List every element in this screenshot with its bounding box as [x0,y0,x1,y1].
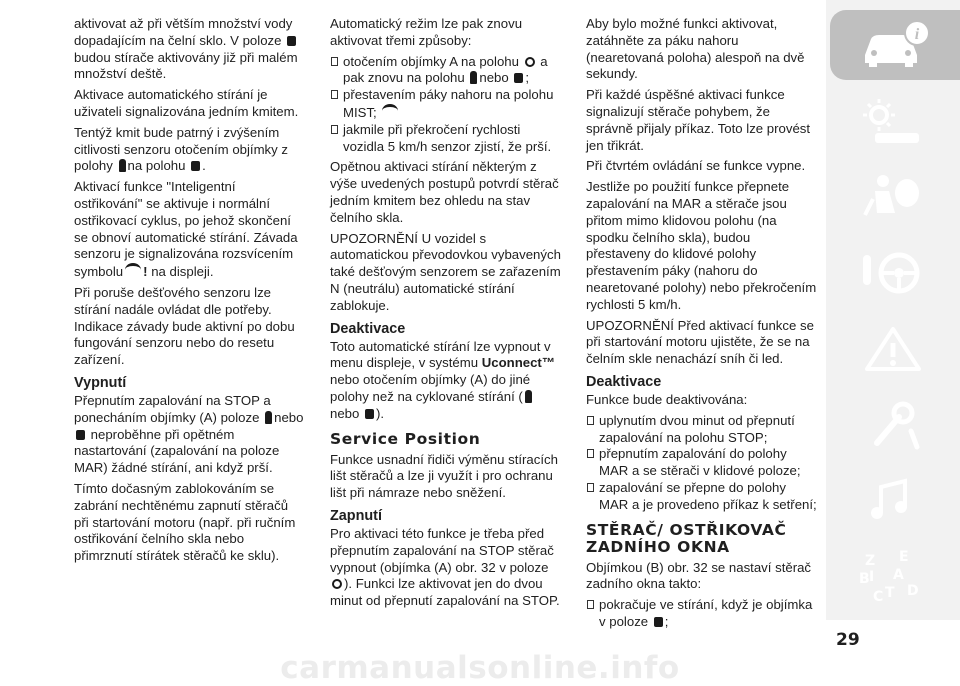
bullet-item: jakmile při překročení rychlosti vozidla 5 km/h senzor zjistí, že prší. [330,122,562,156]
paragraph: Tímto dočasným zablokováním se zabrání nechtěnému zapnutí stěračů při startování motoru (např. při ručním ostřikování čelního skla nebo přimrznutí stírátek stěračů ke sklu). [74,480,296,564]
text-column-3 [586,16,818,635]
warning-icon [855,321,931,377]
index-letter: C [873,589,884,605]
paragraph: Aktivace automatického stírání je uživateli signalizována jedním kmitem. [74,87,299,119]
position-symbol-icon [191,161,200,171]
bullet-item: přepnutím zapalování do polohy MAR a se stěrači v klidové poloze; [586,446,818,480]
airbag-icon [855,169,931,225]
position-symbol-icon [365,409,374,419]
paragraph: Tentýž kmit bude patrný i zvýšením citlivosti senzoru otočením objímky z polohy na polohu . [74,124,289,174]
subheading-deaktivace: Deaktivace [586,373,662,390]
index-letter: A [893,567,904,583]
paragraph: Při čtvrtém ovládání se funkce vypne. [586,158,806,174]
subheading-zapnuti: Zapnutí [330,507,382,524]
index-icon [855,549,931,605]
wiper-icon [382,104,398,118]
position-symbol-icon [119,159,126,172]
index-letter: I [869,569,875,585]
text-column-2 [330,16,562,614]
paragraph: Objímkou (B) obr. 32 se nastaví stěrač zadního okna takto: [586,559,812,592]
bullet-item: uplynutím dvou minut od přepnutí zapalování na polohu STOP; [586,413,818,447]
lights-icon [855,93,931,149]
position-symbol-icon [265,411,272,424]
tab-maintenance[interactable] [826,390,960,460]
tab-airbag[interactable] [826,162,960,232]
paragraph: Toto automatické stírání lze vypnout v menu displeje, v systému Uconnect™ nebo otočením objímky (A) do jiné polohy než na cyklované stírání (nebo ). [330,338,556,421]
paragraph: Přepnutím zapalování na STOP a ponecháním objímky (A) poloze nebo neproběhne při opětném nastartování (zapalování na poloze MAR) žádné stírání, ani když prší. [74,392,304,476]
subheading-deaktivace: Deaktivace [330,320,406,337]
paragraph: Při každé úspěšné aktivaci funkce signalizují stěrače pohybem, že správně přijaly příkaz. Toto lze provést jen třikrát. [586,87,811,153]
paragraph: Opětnou aktivaci stírání některým z výše uvedených postupů potvrdí stěrač jedním kmitem bez ohledu na stav čelního skla. [330,159,559,225]
tab-lights[interactable] [826,86,960,156]
paragraph: Funkce usnadní řidiči výměnu stíracích lišt stěračů a lze ji využít i pro ochranu lišt při námraze nebo sněžení. [330,451,558,501]
steering-icon [855,245,931,301]
text-column-1 [74,16,306,569]
position-symbol-icon [525,390,532,403]
index-letter: T [885,585,895,601]
position-symbol-icon [654,617,663,627]
position-symbol-icon [514,73,523,83]
ring-symbol-icon [525,57,535,67]
paragraph: Jestliže po použití funkce přepnete zapalování na MAR a stěrače jsou přitom mimo klidovou polohu (na spodku čelního skla), budou přestaveny do klidové polohy přestavením páky (nahoru do nearetované polohy) nebo překročením rychlosti 5 km/h. [586,179,817,312]
svg-text:i: i [914,26,920,43]
wiper-fault-icon [125,263,141,277]
tab-steering[interactable] [826,238,960,308]
multimedia-icon [855,473,931,529]
index-letter: D [907,583,919,599]
bullet-item: otočením objímky A na polohu a pak znovu na polohu nebo ; [330,54,562,88]
tab-warning[interactable] [826,314,960,384]
paragraph: UPOZORNĚNÍ Před aktivací funkce se při startování motoru ujistěte, že se na čelním skle nenachází sníh či led. [586,317,814,367]
index-letter: E [899,549,909,565]
paragraph: Aby bylo možné funkci aktivovat, zatáhněte za páku nahoru (nearetovaná poloha) alespoň na dvě sekundy. [586,16,805,82]
car-info-icon [857,17,933,73]
paragraph: Pro aktivaci této funkce je třeba před přepnutím zapalování na STOP stěrač vypnout (objímka (A) obr. 32 v poloze ). Funkci lze aktivovat jen do dvou minut od přepnutí zapalování na STOP. [330,525,560,609]
tab-index[interactable] [826,542,960,612]
bullet-item: pokračuje ve stírání, když je objímka v poloze ; [586,597,818,631]
bullet-item: přestavením páky nahoru na polohu MIST; [330,87,562,122]
ring-symbol-icon [332,579,342,589]
bullet-item: zapalování se přepne do polohy MAR a je provedeno příkaz k setření; [586,480,818,514]
tab-multimedia[interactable] [826,466,960,536]
section-heading-rear-wiper: STĚRAČ/ OSTŘIKOVAČ ZADNÍHO OKNA [586,520,787,556]
section-heading-service-position: Service Position [330,429,481,448]
subheading-vypnuti: Vypnutí [74,374,127,391]
chapter-sidebar [826,0,960,620]
tab-car-info[interactable] [830,10,960,80]
paragraph: Při poruše dešťového senzoru lze stírání nadále ovládat dle potřeby. Indikace závady bude aktivní po dobu fungování senzoru nebo do resetu zařízení. [74,284,295,368]
position-symbol-icon [470,71,477,84]
index-letter: B [859,571,870,587]
maintenance-icon [855,397,931,453]
index-letter: Z [865,553,876,569]
position-symbol-icon [76,430,85,440]
watermark: carmanualsonline.info [280,650,680,686]
paragraph: Automatický režim lze pak znovu aktivovat třemi způsoby: [330,16,523,48]
page-number: 29 [836,630,860,650]
paragraph: Aktivací funkce "Inteligentní ostřikování" se aktivuje i normální ostřikovací cyklus, po jehož skončení se obnoví automatické stírání. Závada senzoru je signalizována rozsvícením symbolu ! na displeji. [74,179,298,280]
rain-sensor-symbol-icon [287,36,296,46]
paragraph: Funkce bude deaktivována: [586,391,748,407]
paragraph: UPOZORNĚNÍ U vozidel s automatickou převodovkou vybavených také dešťovým senzorem se zařazením N (neutrálu) automatické stírání zablokuje. [330,230,561,313]
paragraph: aktivovat až při větším množství vody dopadajícím na čelní sklo. V poloze budou stírače aktivovány již při malém množství deště. [74,16,298,82]
